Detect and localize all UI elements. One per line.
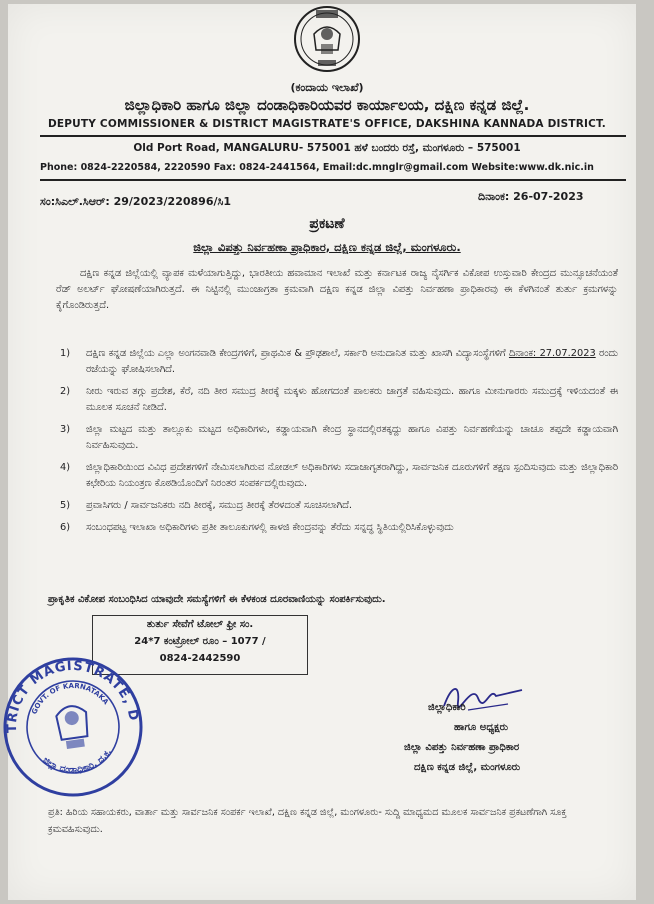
signatory-role: ಹಾಗೂ ಅಧ್ಯಕ್ಷರು — [454, 722, 509, 733]
office-contact: Phone: 0824-2220584, 2220590 Fax: 0824-2441564, Email:dc.mnglr@gmail.com Website:www.dk.nic.in — [40, 162, 594, 173]
district-magistrate-seal-icon — [2, 656, 144, 798]
svg-text:DISTRICT MAGISTRATE, D.K.: DISTRICT MAGISTRATE, D.K. — [4, 658, 141, 734]
svg-text:ಜಿಲ್ಲಾ ದಂಡಾಧಿಕಾರಿ, ದ.ಕ.: ಜಿಲ್ಲಾ ದಂಡಾಧಿಕಾರಿ, ದ.ಕ. — [40, 747, 115, 776]
list-item: 1) ದಕ್ಷಿಣ ಕನ್ನಡ ಜಿಲ್ಲೆಯ ಎಲ್ಲಾ ಅಂಗನವಾಡಿ ಕೇಂದ್ರಗಳಿಗೆ, ಪ್ರಾಥಮಿಕ & ಪ್ರೌಢಶಾಲೆ, ಸರ್ಕಾರಿ ಅನುದಾನಿತ ಮತ್ತು ಖಾಸಗಿ ವಿದ್ಯಾಸಂಸ್ಥೆಗಳಿಗೆ ದಿನಾಂಕ: 27.07.2023 ರಂದು ರಜೆಯನ್ನು ಘೋಷಿಸಲಾಗಿದೆ. — [60, 348, 618, 375]
office-name-kannada: ಜಿಲ್ಲಾಧಿಕಾರಿ ಹಾಗೂ ಜಿಲ್ಲಾ ದಂಡಾಧಿಕಾರಿಯವರ ಕಾರ್ಯಾಲಯ, ದಕ್ಷಿಣ ಕನ್ನಡ ಜಿಲ್ಲೆ. — [124, 96, 530, 114]
office-address: Old Port Road, MANGALURU- 575001 ಹಳೆ ಬಂದರು ರಸ್ತೆ, ಮಂಗಳೂರು – 575001 — [133, 142, 521, 154]
phone-number: 0824-2442590 — [159, 653, 241, 664]
signatory-authority: ಜಿಲ್ಲಾ ವಿಪತ್ತು ನಿರ್ವಹಣಾ ಪ್ರಾಧಿಕಾರ — [404, 742, 520, 753]
svg-text:GOVT. OF KARNATAKA: GOVT. OF KARNATAKA — [30, 681, 110, 716]
directive-list — [56, 346, 618, 542]
list-item: 6) ಸಂಬಂಧಪಟ್ಟ ಇಲಾಖಾ ಅಧಿಕಾರಿಗಳು ಪ್ರತೀ ತಾಲೂಕುಗಳಲ್ಲಿ ಕಾಳಜಿ ಕೇಂದ್ರವನ್ನು ತೆರೆದು ಸನ್ನದ್ಧ ಸ್ಥಿತಿಯಲ್ಲಿರಿಸಿಕೊಳ್ಳುವುದು — [60, 522, 454, 533]
notice-heading: ಪ್ರಕಟಣೆ — [309, 216, 345, 232]
list-item: 2) ನೀರು ಇರುವ ತಗ್ಗು ಪ್ರದೇಶ, ಕೆರೆ, ನದಿ ತೀರ ಸಮುದ್ರ ತೀರಕ್ಕೆ ಮಕ್ಕಳು ಹೋಗದಂತೆ ಪಾಲಕರು ಜಾಗ್ರತೆ ವಹಿಸುವುದು. ಹಾಗೂ ಮೀನುಗಾರರು ಸಮುದ್ರಕ್ಕೆ ಇಳಿಯದಂತೆ ಈ ಮೂಲಕ ಸೂಚನೆ ನೀಡಿದೆ. — [60, 386, 618, 413]
notice-date: ದಿನಾಂಕ: 26-07-2023 — [478, 190, 584, 203]
control-room-number: 24*7 ಕಂಟ್ರೋಲ್ ರೂಂ – 1077 / — [134, 636, 266, 647]
reference-number: ಸಂ:ಸಿಎಲ್.ಸಿಆರ್: 29/2023/220896/ಸಿ1 — [40, 195, 231, 208]
helpline-notice: ಪ್ರಾಕೃತಿಕ ವಿಕೋಪ ಸಂಬಂಧಿಸಿದ ಯಾವುದೇ ಸಮಸ್ಯೆಗಳಿಗೆ ಈ ಕೆಳಕಂಡ ದೂರವಾಣಿಯನ್ನು ಸಂಪರ್ಕಿಸುವುದು. — [48, 594, 386, 605]
signatory-title: ಜಿಲ್ಲಾಧಿಕಾರಿ — [428, 702, 466, 713]
list-item: 4) ಜಿಲ್ಲಾಧಿಕಾರಿಯಿಂದ ವಿವಿಧ ಪ್ರದೇಶಗಳಿಗೆ ನೇಮಿಸಲಾಗಿರುವ ನೋಡಲ್ ಅಧಿಕಾರಿಗಳು ಸದಾಜಾಗೃತರಾಗಿದ್ದು, ಸಾರ್ವಜನಿಕ ದೂರುಗಳಿಗೆ ತಕ್ಷಣ ಸ್ಪಂದಿಸುವುದು ಮತ್ತು ಜಿಲ್ಲಾಧಿಕಾರಿ ಕಛೇರಿಯ ನಿಯಂತ್ರಣ ಕೊಠಡಿಯೊಂದಿಗೆ ನಿರಂತರ ಸಂಪರ್ಕದಲ್ಲಿರುವುದು. — [60, 462, 618, 489]
holiday-date: ದಿನಾಂಕ: 27.07.2023 — [508, 348, 596, 359]
notice-authority: ಜಿಲ್ಲಾ ವಿಪತ್ತು ನಿರ್ವಹಣಾ ಪ್ರಾಧಿಕಾರ, ದಕ್ಷಿಣ ಕನ್ನಡ ಜಿಲ್ಲೆ, ಮಂಗಳೂರು. — [193, 240, 461, 254]
tollfree-label: ತುರ್ತು ಸೇವೆಗೆ ಟೋಲ್ ಫ್ರೀ ಸಂ. — [146, 619, 254, 630]
header-rule-bottom — [40, 179, 626, 181]
department-subtitle: (ಕಂದಾಯ ಇಲಾಖೆ) — [290, 81, 364, 94]
intro-paragraph: ದಕ್ಷಿಣ ಕನ್ನಡ ಜಿಲ್ಲೆಯಲ್ಲಿ ವ್ಯಾಪಕ ಮಳೆಯಾಗುತ್ತಿದ್ದು, ಭಾರತೀಯ ಹವಾಮಾನ ಇಲಾಖೆ ಮತ್ತು ಕರ್ನಾಟಕ ರಾಜ್ಯ ನೈಸರ್ಗಿಕ ವಿಕೋಪ ಉಸ್ತುವಾರಿ ಕೇಂದ್ರದ ಮುನ್ಸೂಚನೆಯಂತೆ ರೆಡ್ ಅಲರ್ಟ್ ಘೋಷಣೆಯಾಗಿರುತ್ತದೆ. ಈ ನಿಟ್ಟಿನಲ್ಲಿ ಮುಂಜಾಗ್ರತಾ ಕ್ರಮವಾಗಿ ದಕ್ಷಿಣ ಕನ್ನಡ ಜಿಲ್ಲಾ ವಿಪತ್ತು ನಿರ್ವಹಣಾ ಪ್ರಾಧಿಕಾರವು ಈ ಕೆಳಗಿನಂತೆ ತುರ್ತು ಕ್ರಮಗಳನ್ನು ಕೈಗೊಂಡಿರುತ್ತದೆ. — [56, 268, 618, 311]
list-item: 5) ಪ್ರವಾಸಿಗರು / ಸಾರ್ವಜನಿಕರು ನದಿ ತೀರಕ್ಕೆ, ಸಮುದ್ರ ತೀರಕ್ಕೆ ತೆರಳದಂತೆ ಸೂಚಿಸಲಾಗಿದೆ. — [60, 500, 352, 511]
copy-to-note: ಪ್ರತಿ: ಹಿರಿಯ ಸಹಾಯಕರು, ವಾರ್ತಾ ಮತ್ತು ಸಾರ್ವಜನಿಕ ಸಂಪರ್ಕ ಇಲಾಖೆ, ದಕ್ಷಿಣ ಕನ್ನಡ ಜಿಲ್ಲೆ, ಮಂಗಳೂರು- ಸುದ್ದಿ ಮಾಧ್ಯಮದ ಮೂಲಕ ಸಾರ್ವಜನಿಕ ಪ್ರಕಟಣೆಗಾಗಿ ಸೂಕ್ತ ಕ್ರಮವಹಿಸುವುದು. — [48, 807, 567, 835]
office-name-english: DEPUTY COMMISSIONER & DISTRICT MAGISTRATE'S OFFICE, DAKSHINA KANNADA DISTRICT. — [48, 118, 606, 130]
list-item: 3) ಜಿಲ್ಲಾ ಮಟ್ಟದ ಮತ್ತು ತಾಲ್ಲೂಕು ಮಟ್ಟದ ಅಧಿಕಾರಿಗಳು, ಕಡ್ಡಾಯವಾಗಿ ಕೇಂದ್ರ ಸ್ಥಾನದಲ್ಲಿರತಕ್ಕದ್ದು ಹಾಗೂ ವಿಪತ್ತು ನಿರ್ವಹಣೆಯನ್ನು ಚಾಚೂ ತಪ್ಪದೇ ಕಡ್ಡಾಯವಾಗಿ ನಿರ್ವಹಿಸುವುದು. — [60, 424, 618, 451]
header-rule-top — [40, 135, 626, 137]
signatory-location: ದಕ್ಷಿಣ ಕನ್ನಡ ಜಿಲ್ಲೆ, ಮಂಗಳೂರು — [414, 762, 521, 773]
state-emblem-icon — [292, 4, 362, 74]
